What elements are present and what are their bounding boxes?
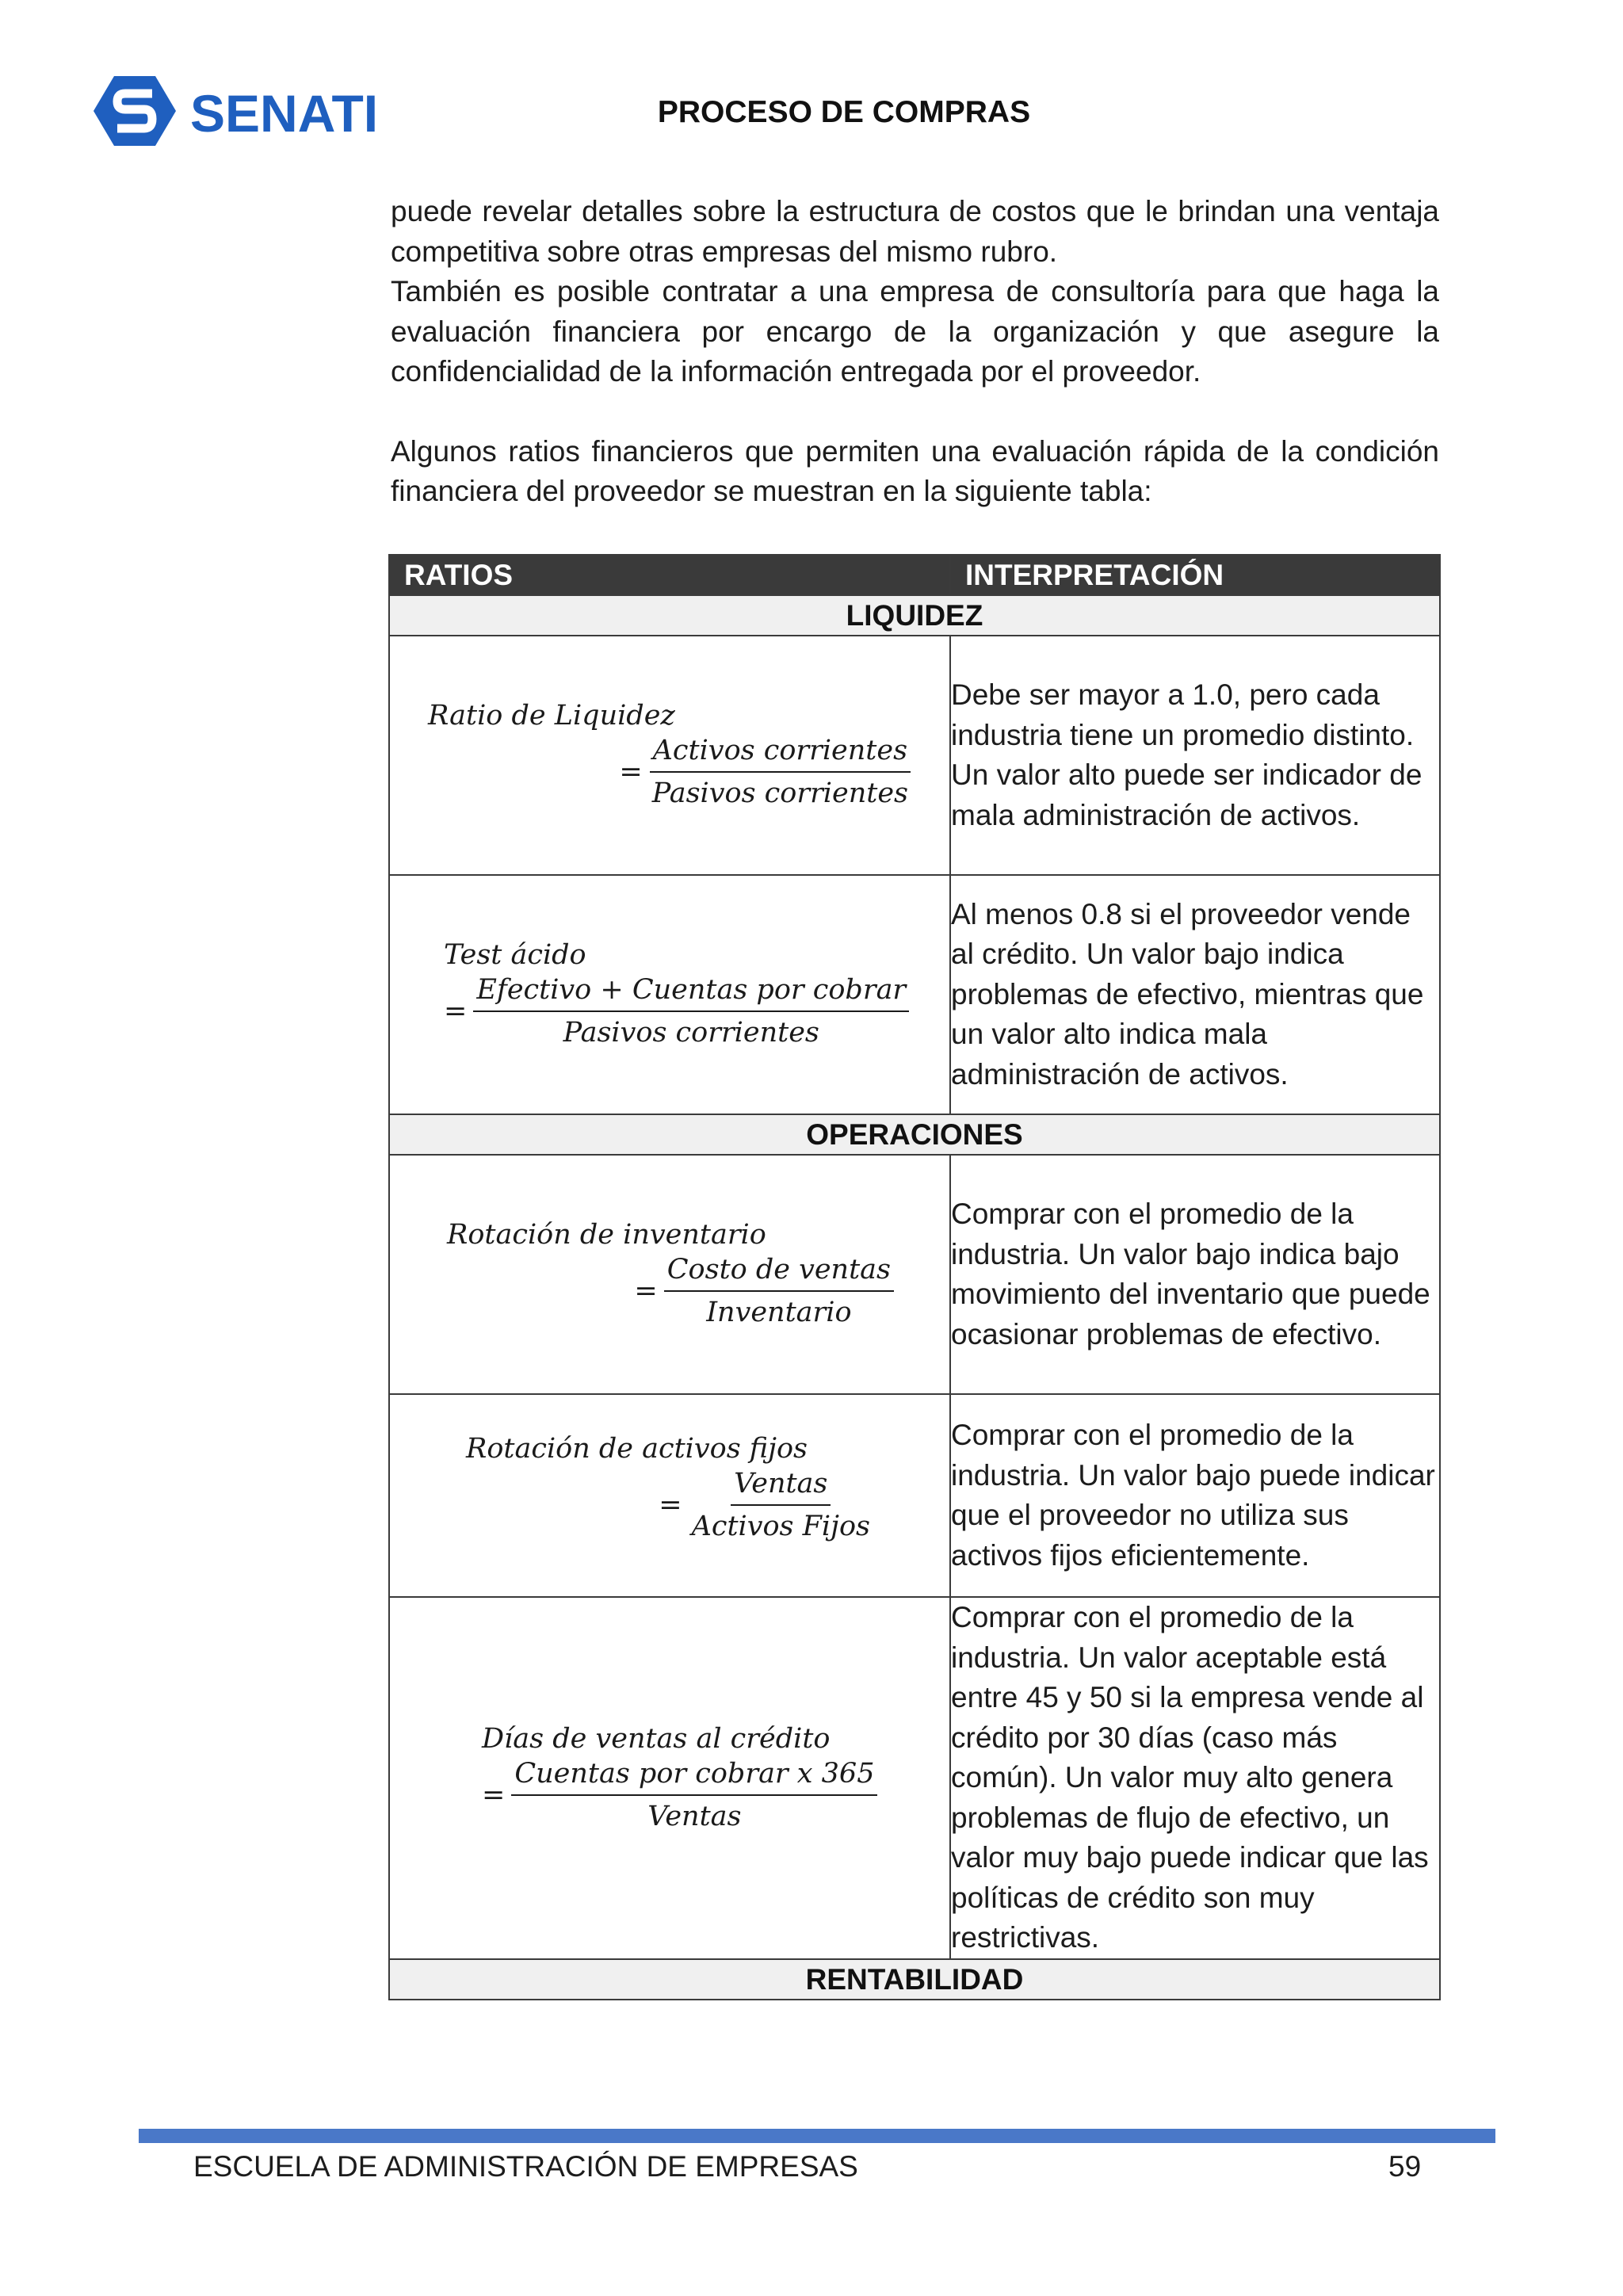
formula-cell [389, 1394, 950, 1597]
table-row [389, 1597, 1440, 1959]
interpretation-cell: Comprar con el promedio de la industria. Un valor bajo puede indicar que el proveedor no utiliza sus activos fijos eficientemente. [950, 1394, 1440, 1597]
ratio-formula: = $\frac{\text{Ventas}}{\text{Activos Fijos}}$ [659, 1468, 873, 1542]
footer-bar [139, 2129, 1495, 2143]
section-row-operaciones [389, 1114, 1440, 1155]
formula-cell [389, 1597, 950, 1959]
formula-cell [389, 875, 950, 1114]
ratio-name: Días de ventas al crédito [482, 1723, 831, 1755]
ratio-formula: = $\frac{\text{Costo de ventas}}{\text{Inventario}}$ [634, 1254, 894, 1328]
ratios-table [388, 554, 1441, 2000]
paragraph-3: Algunos ratios financieros que permiten una evaluación rápida de la condición financiera del proveedor se muestran en la siguiente tabla: [391, 434, 1439, 507]
table-row [389, 1394, 1440, 1597]
formula-denominator: Pasivos corrientes [563, 1017, 819, 1049]
footer-school: ESCUELA DE ADMINISTRACIÓN DE EMPRESAS [193, 2150, 858, 2183]
interpretation-cell: Comprar con el promedio de la industria. Un valor bajo indica bajo movimiento del inventario que puede ocasionar problemas de efectivo. [950, 1155, 1440, 1394]
ratio-formula: = $\frac{\text{Efectivo + Cuentas por cobrar}}{\text{Pasivos corrientes}}$ [444, 974, 909, 1049]
section-row-liquidez [389, 595, 1440, 636]
table-row [389, 875, 1440, 1114]
col-header-ratios: RATIOS [389, 555, 950, 595]
intro-text [391, 192, 1439, 512]
page-title: PROCESO DE COMPRAS [657, 95, 1031, 129]
ratio-formula: = $\frac{\text{Activos corrientes}}{\text{Pasivos corrientes}}$ [619, 735, 911, 809]
formula-cell [389, 636, 950, 875]
paragraph-1: puede revelar detalles sobre la estructura de costos que le brindan una ventaja competitiva sobre otras empresas del mismo rubro. [391, 195, 1439, 268]
table-header-row [389, 555, 1440, 595]
ratio-name: Rotación de activos fijos [466, 1433, 808, 1465]
ratio-formula: = $\frac{\text{Cuentas por cobrar x 365}}{\text{Ventas}}$ [482, 1758, 877, 1832]
section-title: LIQUIDEZ [389, 595, 1440, 636]
paragraph-2: También es posible contratar a una empresa de consultoría para que haga la evaluación financiera por encargo de la organización y que asegure la confidencialidad de la información entregada por el proveedor. [391, 275, 1439, 388]
formula-denominator: Inventario [706, 1297, 852, 1328]
table-row [389, 636, 1440, 875]
table-row [389, 1155, 1440, 1394]
interpretation-cell: Al menos 0.8 si el proveedor vende al crédito. Un valor bajo indica problemas de efectivo, mientras que un valor alto indica mala administración de activos. [950, 875, 1440, 1114]
formula-numerator: Activos corrientes [650, 735, 911, 773]
formula-denominator: Ventas [647, 1801, 742, 1832]
formula-numerator: Costo de ventas [664, 1254, 894, 1292]
formula-numerator: Cuentas por cobrar x 365 [511, 1758, 877, 1796]
logo-text: SENATI [190, 84, 379, 143]
interpretation-cell: Comprar con el promedio de la industria. Un valor aceptable está entre 45 y 50 si la empresa vende al crédito por 30 días (caso más común). Un valor muy alto genera problemas de flujo de efectivo, un valor muy bajo puede indicar que las políticas de crédito son muy restrictivas. [950, 1597, 1440, 1959]
formula-cell [389, 1155, 950, 1394]
section-title: OPERACIONES [389, 1114, 1440, 1155]
formula-numerator: Ventas [731, 1468, 831, 1506]
section-row-rentabilidad [389, 1959, 1440, 2000]
ratio-name: Test ácido [444, 939, 586, 971]
formula-denominator: Activos Fijos [691, 1511, 870, 1542]
ratio-name: Rotación de inventario [447, 1219, 766, 1251]
interpretation-cell: Debe ser mayor a 1.0, pero cada industria tiene un promedio distinto. Un valor alto puede ser indicador de mala administración de activos. [950, 636, 1440, 875]
ratio-name: Ratio de Liquidez [428, 700, 675, 732]
formula-denominator: Pasivos corrientes [651, 777, 908, 809]
formula-numerator: Efectivo + Cuentas por cobrar [473, 974, 909, 1012]
page-number: 59 [1388, 2150, 1422, 2183]
section-title: RENTABILIDAD [389, 1959, 1440, 2000]
col-header-interpretacion: INTERPRETACIÓN [950, 555, 1440, 595]
